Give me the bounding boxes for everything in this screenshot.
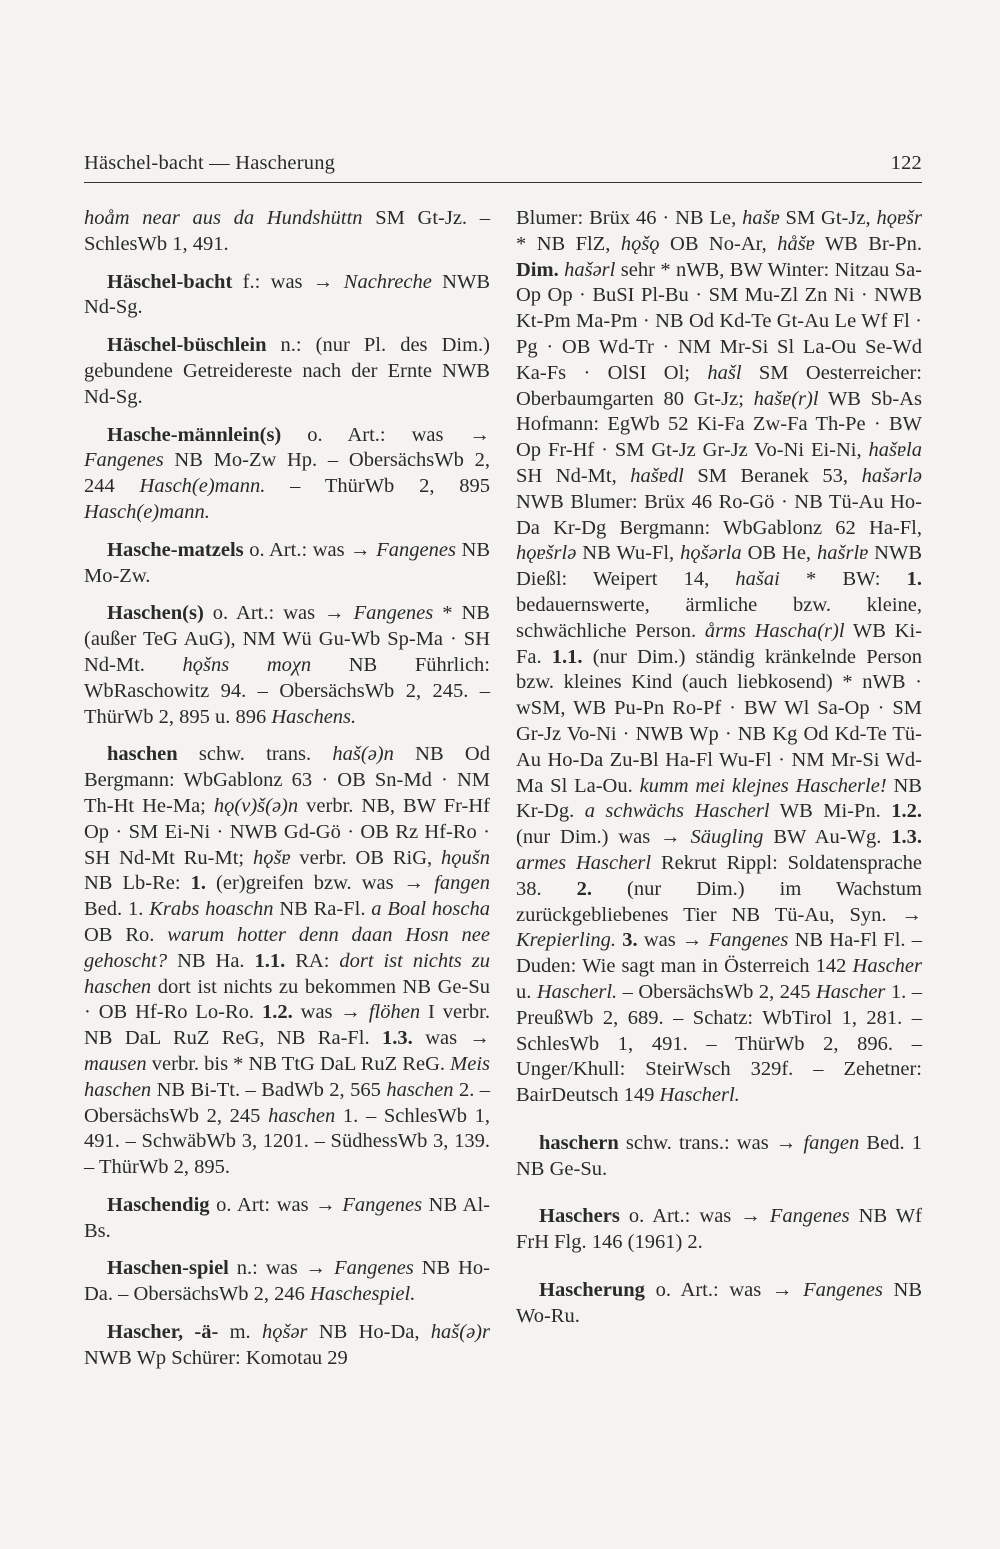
dictionary-entry: haschen schw. trans. haš(ə)n NB Od Bergmann: WbGablonz 63 · OB Sn-Md · NM Th-Ht He-Ma; hǫ(v)š(ə)n verbr. NB, BW Fr-Hf Op · SM Ei-Ni · NWB Gd-Gö · OB Rz Hf-Ro · SH Nd-Mt Ru-Mt; hǫšɐ verbr. OB RiG, hǫušn NB Lb-Re: 1. (er)greifen bzw. was → fangen Bed. 1. Krabs hoaschn NB Ra-Fl. a Boal hoscha OB Ro. warum hotter denn daan Hosn nee gehoscht? NB Ha. 1.1. RA: dort ist nichts zu haschen dort ist nichts zu bekommen NB Ge-Su · OB Hf-Ro Lo-Ro. 1.2. was → flöhen I verbr. NB DaL RuZ ReG, NB Ra-Fl. 1.3. was → mausen verbr. bis * NB TtG DaL RuZ ReG. Meis haschen NB Bi-Tt. – BadWb 2, 565 haschen 2. – ObersächsWb 2, 245 haschen 1. – SchlesWb 1, 491. – SchwäbWb 3, 1201. – SüdhessWb 3, 139. – ThürWb 2, 895. (84, 743, 491, 1179)
header-rule (84, 182, 922, 183)
dictionary-entry: Hasche-männlein(s) o. Art.: was → Fangenes NB Mo-Zw Hp. – ObersächsWb 2, 244 Hasch(e)mann. – ThürWb 2, 895 Hasch(e)mann. (84, 423, 491, 523)
dictionary-entry: Hascher, -ä- m. hǫšər NB Ho-Da, haš(ə)r NWB Wp Schürer: Komotau 29 (84, 1321, 490, 1369)
dictionary-entry: Häschel-büschlein n.: (nur Pl. des Dim.) gebundene Getreidereste nach der Ernte NWB Nd-Sg. (84, 334, 490, 408)
dictionary-entry: Hasche-matzels o. Art.: was → Fangenes NB Mo-Zw. (84, 538, 490, 587)
dictionary-entry: Haschendig o. Art: was → Fangenes NB Al-Bs. (84, 1193, 490, 1242)
dictionary-entry: Haschen-spiel n.: was → Fangenes NB Ho-Da. – ObersächsWb 2, 246 Haschespiel. (84, 1257, 491, 1306)
dictionary-entry: Blumer: Brüx 46 · NB Le, hašɐ SM Gt-Jz, hǫɐšr * NB FlZ, hǫšǫ OB No-Ar, håšɐ WB Br-Pn. Dim. hašərl sehr * nWB, BW Winter: Nitzau Sa-Op Op · BuSI Pl-Bu · SM Mu-Zl Zn Ni · NWB Kt-Pm Ma-Pm · NB Od Kd-Te Gt-Au Le Wf Fl · Pg · OB Wd-Tr · NM Mr-Si Sl La-Ou Se-Wd Ka-Fs · OlSI Ol; hašl SM Oesterreicher: Oberbaumgarten 80 Gt-Jz; hašɐ(r)l WB Sb-As Hofmann: EgWb 52 Ki-Fa Zw-Fa Th-Pe · BW Op Fr-Hf · SM Gt-Jz Gr-Jz Vo-Ni Ei-Ni, hašɐla SH Nd-Mt, hašɐdl SM Beranek 53, hašərlə NWB Blumer: Brüx 46 Ro-Gö · NB Tü-Au Ho-Da Kr-Dg Bergmann: WbGablonz 62 Ha-Fl, hǫɐšrlə NB Wu-Fl, hǫšərla OB He, hašrlɐ NWB Dießl: Weipert 14, hašai * BW: 1. bedauernswerte, ärmliche bzw. kleine, schwächliche Person. årms Hascha(r)l WB Ki-Fa. 1.1. (nur Dim.) ständig kränkelnde Person bzw. kleines Kind (auch liebkosend) * nWB · wSM, WB Pu-Pn Ro-Pf · BW Wl Sa-Op · SM Gr-Jz Vo-Ni · NWB Wp · NB Kg Od Kd-Te Tü-Au Ho-Da Zu-Bl Ha-Fl Wu-Fl · NM Mr-Si Wd-Ma Sl La-Ou. kumm mei klejnes Hascherle! NB Kr-Dg. a schwächs Hascherl WB Mi-Pn. 1.2. (nur Dim.) was → Säugling BW Au-Wg. 1.3. armes Hascherl Rekrut Rippl: Soldatensprache 38. 2. (nur Dim.) im Wachstum zurückgebliebenes Tier NB Tü-Au, Syn. → Krepierling. 3. was → Fangenes NB Ha-Fl Fl. – Duden: Wie sagt man in Österreich 142 Hascher u. Hascherl. – ObersächsWb 2, 245 Hascher 1. – PreußWb 2, 689. – Schatz: WbTirol 1, 281. – SchlesWb 1, 491. – ThürWb 2, 896. – Unger/Khull: SteirWsch 329f. – Zehetner: BairDeutsch 149 Hascherl. (516, 207, 923, 1107)
right-column (516, 206, 922, 1342)
running-header (84, 152, 922, 175)
dictionary-entry: hoåm near aus da Hundshüttn SM Gt-Jz. – SchlesWb 1, 491. (84, 207, 490, 255)
dictionary-entry: haschern schw. trans.: was → fangen Bed. 1 NB Ge-Su. (516, 1131, 922, 1180)
dictionary-entry: Haschers o. Art.: was → Fangenes NB Wf FrH Flg. 146 (1961) 2. (516, 1205, 922, 1254)
dictionary-entry: Häschel-bacht f.: was → Nachreche NWB Nd-Sg. (84, 270, 491, 319)
dictionary-entry: Hascherung o. Art.: was → Fangenes NB Wo-Ru. (516, 1279, 922, 1327)
dictionary-entry: Haschen(s) o. Art.: was → Fangenes * NB (außer TeG AuG), NM Wü Gu-Wb Sp-Ma · SH Nd-Mt. hǫšns moχn NB Führlich: WbRaschowitz 94. – ObersächsWb 2, 245. – ThürWb 2, 895 u. 896 Haschens. (84, 602, 490, 728)
header-title: Häschel-bacht — Hascherung (84, 152, 336, 174)
page-number: 122 (890, 152, 922, 174)
left-column (84, 206, 490, 1384)
